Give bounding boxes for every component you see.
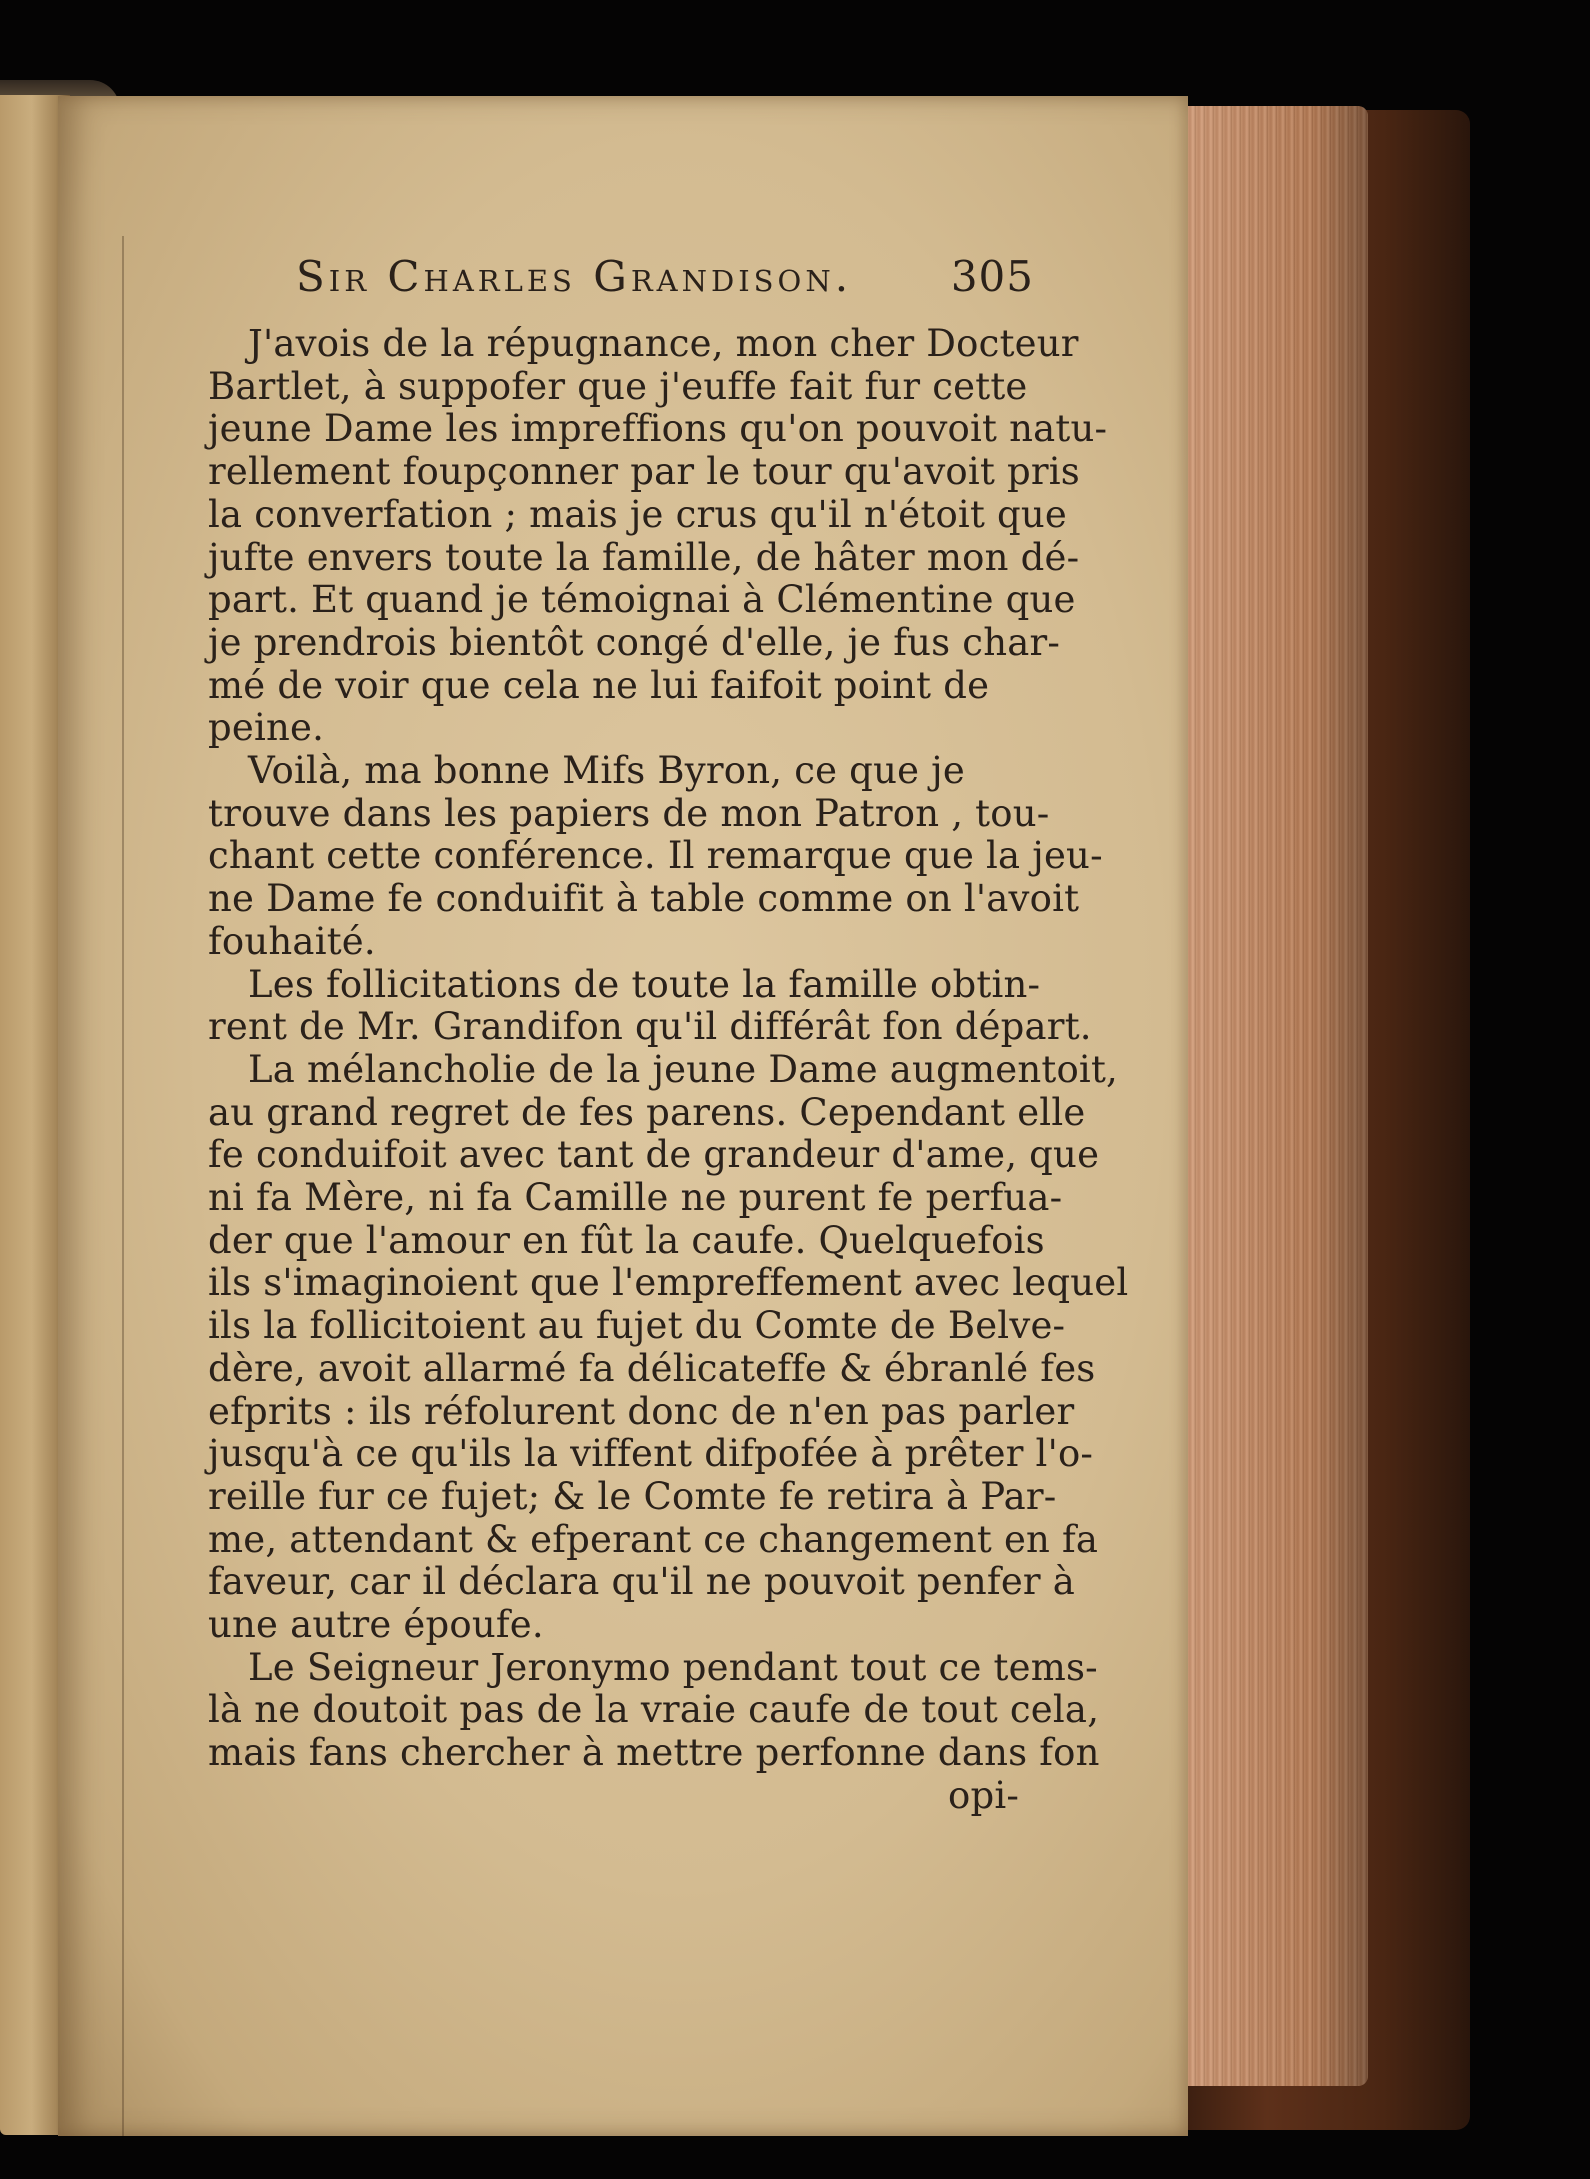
text-line: La mélancholie de la jeune Dame augmentoit, <box>248 1047 1118 1091</box>
text-line: la converfation ; mais je crus qu'il n'étoit que <box>208 492 1067 536</box>
text-line: J'avois de la répugnance, mon cher Docteur <box>248 322 1079 365</box>
text-line: me, attendant & efperant ce changement en fa <box>208 1517 1099 1561</box>
text-line: fe conduifoit avec tant de grandeur d'ame, que <box>208 1133 1100 1177</box>
book-page <box>58 96 1188 2136</box>
text-line: reille fur ce fujet; & le Comte fe retira à Par- <box>208 1474 1057 1518</box>
text-line: ils s'imaginoient que l'empreffement avec lequel <box>208 1261 1129 1305</box>
text-line: mais fans chercher à mettre perfonne dans fon <box>208 1731 1100 1775</box>
catchword: opi- <box>948 1773 1020 1817</box>
running-title: Sir Charles Grandison. <box>296 252 853 301</box>
text-line: trouve dans les papiers de mon Patron , tou- <box>208 791 1050 835</box>
text-line: là ne doutoit pas de la vraie caufe de tout cela, <box>208 1688 1100 1732</box>
text-line: au grand regret de fes parens. Cependant elle <box>208 1090 1086 1134</box>
text-line: chant cette conférence. Il remarque que la jeu- <box>208 834 1103 878</box>
text-line: ils la follicitoient au fujet du Comte de Belve- <box>208 1304 1066 1348</box>
text-line: dère, avoit allarmé fa délicateffe & ébranlé fes <box>208 1346 1096 1390</box>
text-line: jeune Dame les impreffions qu'on pouvoit natu- <box>208 407 1108 451</box>
text-line: ni fa Mère, ni fa Camille ne purent fe perfua- <box>208 1176 1063 1219</box>
text-line: rellement foupçonner par le tour qu'avoit pris <box>208 450 1080 494</box>
text-line: Bartlet, à suppofer que j'euffe fait fur cette <box>208 364 1028 408</box>
text-line: Le Seigneur Jeronymo pendant tout ce tems- <box>248 1645 1098 1689</box>
text-line: jufte envers toute la famille, de hâter mon dé- <box>208 535 1080 579</box>
text-line: peine. <box>208 706 325 750</box>
text-line: der que l'amour en fût la caufe. Quelquefois <box>208 1218 1045 1262</box>
text-line: mé de voir que cela ne lui faifoit point de <box>208 663 990 707</box>
text-line: Voilà, ma bonne Mifs Byron, ce que je <box>248 749 965 792</box>
gutter-fold <box>122 236 124 2136</box>
page-number: 305 <box>950 252 1034 301</box>
text-line: une autre époufe. <box>208 1603 544 1646</box>
text-line: efprits : ils réfolurent donc de n'en pas parler <box>208 1389 1075 1433</box>
text-line: ne Dame fe conduifit à table comme on l'avoit <box>208 877 1080 921</box>
text-line: jusqu'à ce qu'ils la viffent difpofée à prêter l'o- <box>208 1432 1094 1476</box>
page-block-edges <box>1178 106 1368 2086</box>
text-line: Les follicitations de toute la famille obtin- <box>248 962 1041 1006</box>
text-line: faveur, car il déclara qu'il ne pouvoit penfer à <box>208 1560 1076 1604</box>
running-header <box>208 248 1034 308</box>
text-line: part. Et quand je témoignai à Clémentine que <box>208 578 1076 622</box>
text-line: fouhaité. <box>208 919 376 963</box>
text-line: rent de Mr. Grandifon qu'il différât fon départ. <box>208 1005 1092 1049</box>
text-line: je prendrois bientôt congé d'elle, je fus char- <box>208 620 1061 664</box>
